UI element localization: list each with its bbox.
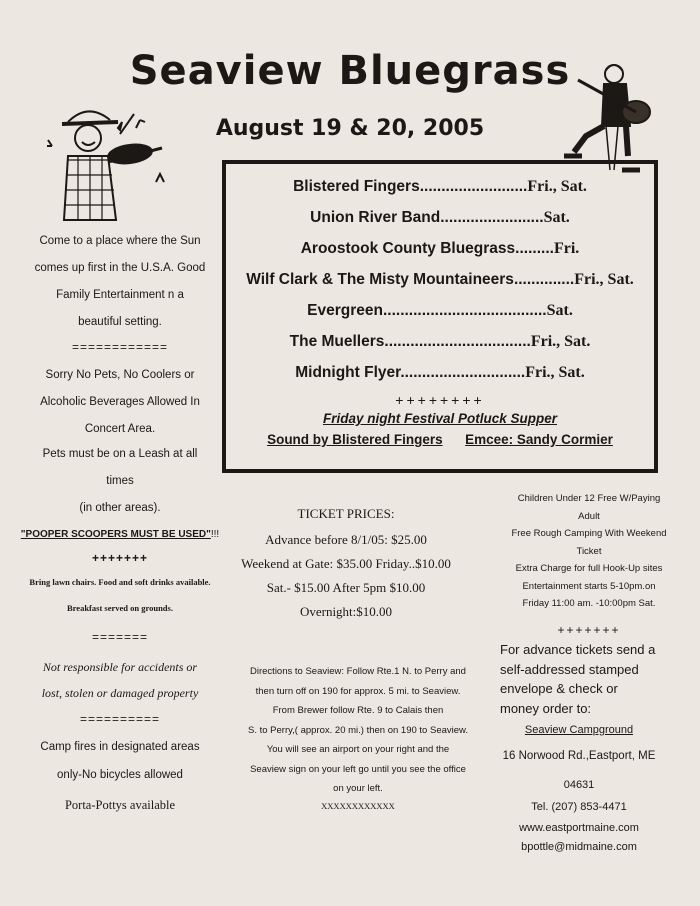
xx-row: XXXXXXXXXXXX [321,801,395,811]
directions-text: Directions to Seaview: Follow Rte.1 N. to Perry and then turn off on 190 for approx. 5 mi. to Seaview. From Brewer follow Rte. 9 to Calais then S. to Perry,( approx. 20 mi.) then on 190 to Seaview. You will see an airport on your right and the Seaview sign on your left go until you see the office on your left. [247,666,469,794]
chairs-text: Bring lawn chairs. Food and soft drinks available. [29,577,211,587]
camping-info: Children Under 12 Free W/Paying Adult Free Rough Camping With Weekend Ticket Extra Charge for full Hook-Up sites Entertainment starts 5-10pm.on Friday 11:00 am. -10:00pm Sat. [511,493,667,609]
act-row [226,271,654,289]
lineup-box [222,160,658,473]
act-dots: ......... [515,240,554,257]
act-row [226,209,654,227]
phone-number: Tel. (207) 853-4471 [531,801,627,813]
emcee-credit: Emcee: Sandy Cormier [465,432,613,447]
plus-divider: +++++++ [557,623,621,637]
zip-code: 04631 [563,779,595,791]
intro-text: Come to a place where the Sun comes up first in the U.S.A. Good Family Entertainment n a beautiful setting. [34,235,206,328]
event-dates: August 19 & 20, 2005 [215,116,485,141]
credits-row [226,432,654,447]
act-days: Fri., Sat. [525,364,585,381]
act-dots: ............................. [400,364,526,381]
plus-divider: ++++++++ [395,392,485,408]
leash-text: Pets must be on a Leash at all times (in other areas). [42,448,198,514]
pooper-notice: "POOPER SCOOPERS MUST BE USED"!!! [20,529,220,540]
act-row [226,178,654,196]
act-name: Union River Band [310,209,441,226]
separator: ============ [71,340,169,354]
act-name: Evergreen [307,302,383,319]
act-days: Fri., Sat. [530,333,591,350]
liability-text: Not responsible for accidents or lost, stolen or damaged property [41,660,199,700]
act-dots: ......................... [419,178,528,195]
act-days: Sat. [543,209,570,226]
act-row [226,364,654,382]
act-days: Sat. [546,302,573,319]
advance-text: For advance tickets send a self-addressed stamped envelope & check or money order to: [500,642,656,716]
act-name: Aroostook County Bluegrass [300,240,516,257]
potluck-notice: Friday night Festival Potluck Supper [322,411,558,426]
act-dots: ...................................... [382,302,547,319]
act-row [226,302,654,320]
act-name: Blistered Fingers [293,178,420,195]
campfire-text: Camp fires in designated areas only-No bicycles allowed [40,741,200,781]
ticket-heading: TICKET PRICES: [297,506,395,521]
address-line: 16 Norwood Rd.,Eastport, ME [502,750,656,762]
act-dots: ........................ [440,209,544,226]
act-row [226,333,654,351]
act-days: Fri., Sat. [574,271,634,288]
act-days: Fri., Sat. [527,178,587,195]
rules-text: Sorry No Pets, No Coolers or Alcoholic Beverages Allowed In Concert Area. [40,369,200,435]
plus-divider: +++++++ [91,551,149,565]
act-name: The Muellers [289,333,385,350]
breakfast-text: Breakfast served on grounds. [67,603,173,613]
potties-text: Porta-Pottys available [64,798,176,812]
separator: ========== [79,712,161,726]
act-dots: .............. [513,271,575,288]
campground-name: Seaview Campground [524,724,634,736]
website-link[interactable]: www.eastportmaine.com [519,822,639,834]
act-dots: .................................. [384,333,531,350]
page-title: Seaview Bluegrass [129,48,571,94]
act-days: Fri. [553,240,580,257]
ticket-prices: Advance before 8/1/05: $25.00 Weekend at Gate: $35.00 Friday..$10.00 Sat.- $15.00 After 5pm $10.00 Overnight:$10.00 [241,532,451,619]
fiddler-icon [38,100,178,230]
sound-credit: Sound by Blistered Fingers [267,432,443,447]
act-name: Wilf Clark & The Misty Mountaineers [246,271,514,288]
act-name: Midnight Flyer [295,364,401,381]
act-row [226,240,654,258]
email-link[interactable]: bpottle@midmaine.com [521,841,637,853]
separator: ======= [91,630,149,644]
